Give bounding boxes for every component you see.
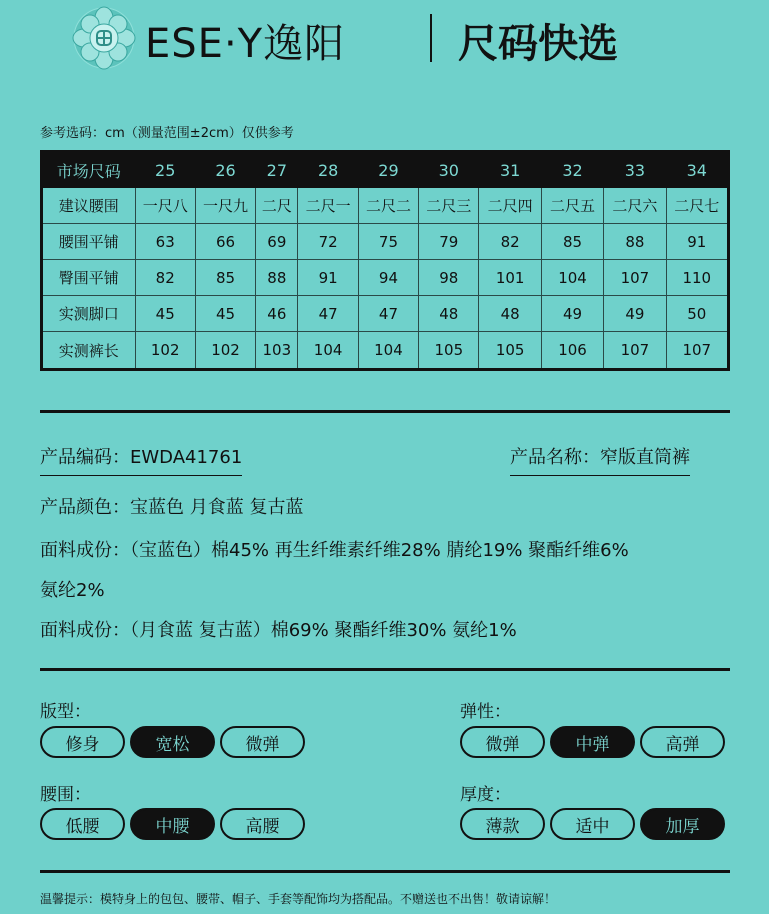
table-cell: 二尺七 [666,188,728,224]
table-cell: 107 [604,260,666,296]
table-header-cell: 28 [298,152,358,188]
table-cell: 110 [666,260,728,296]
table-cell: 二尺六 [604,188,666,224]
table-cell: 106 [541,332,603,370]
table-cell: 102 [135,332,195,370]
table-cell: 69 [256,224,298,260]
table-row [42,188,729,224]
table-header-cell: 31 [479,152,541,188]
table-header-cell: 市场尺码 [42,152,136,188]
table-header-cell: 33 [604,152,666,188]
table-header-cell: 26 [195,152,255,188]
table-row [42,224,729,260]
table-row [42,332,729,370]
fabric-composition-1-continued: 氨纶2% [40,580,105,601]
row-label: 腰围平铺 [42,224,136,260]
table-cell: 47 [298,296,358,332]
table-cell: 105 [419,332,479,370]
table-cell: 82 [135,260,195,296]
table-header-row [42,152,729,188]
table-cell: 102 [195,332,255,370]
table-cell: 二尺 [256,188,298,224]
fabric-composition-2: 面料成份：（月食蓝 复古蓝）棉69% 聚酯纤维30% 氨纶1% [40,620,517,641]
elasticity-option-slight: 微弹 [460,726,545,758]
table-cell: 49 [604,296,666,332]
elasticity-label: 弹性： [460,702,511,722]
product-code: 产品编码：EWDA41761 [40,443,242,476]
size-reference-note: 参考选码：cm（测量范围±2cm）仅供参考 [40,126,294,141]
row-label: 建议腰围 [42,188,136,224]
table-header-cell: 32 [541,152,603,188]
brand-logotype: ESE·Y逸阳 [145,21,346,67]
elasticity-option-medium-selected: 中弹 [550,726,635,758]
table-cell: 98 [419,260,479,296]
table-cell: 50 [666,296,728,332]
table-cell: 二尺三 [419,188,479,224]
table-cell: 49 [541,296,603,332]
thickness-option-medium: 适中 [550,808,635,840]
row-label: 实测脚口 [42,296,136,332]
table-cell: 107 [666,332,728,370]
section-divider [40,410,730,413]
table-cell: 63 [135,224,195,260]
table-header-cell: 30 [419,152,479,188]
table-cell: 88 [256,260,298,296]
table-cell: 二尺二 [358,188,418,224]
table-cell: 105 [479,332,541,370]
table-cell: 45 [195,296,255,332]
table-cell: 85 [541,224,603,260]
table-cell: 101 [479,260,541,296]
table-header-cell: 34 [666,152,728,188]
table-cell: 66 [195,224,255,260]
fit-label: 版型： [40,702,91,722]
table-header-cell: 25 [135,152,195,188]
page-title: 尺码快选 [458,21,618,67]
section-divider [40,668,730,671]
table-cell: 72 [298,224,358,260]
section-divider [40,870,730,873]
flower-logo-icon [72,6,136,70]
table-cell: 85 [195,260,255,296]
fabric-composition-1: 面料成份：（宝蓝色）棉45% 再生纤维素纤维28% 腈纶19% 聚酯纤维6% [40,540,629,561]
table-cell: 104 [298,332,358,370]
table-cell: 82 [479,224,541,260]
fit-option-loose-selected: 宽松 [130,726,215,758]
size-chart-table [40,150,730,371]
waist-option-high: 高腰 [220,808,305,840]
header-divider [430,14,432,62]
table-cell: 二尺一 [298,188,358,224]
thickness-option-thin: 薄款 [460,808,545,840]
fit-option-slight-stretch: 微弹 [220,726,305,758]
waist-option-mid-selected: 中腰 [130,808,215,840]
table-cell: 91 [298,260,358,296]
fit-option-slim: 修身 [40,726,125,758]
table-row [42,296,729,332]
table-cell: 88 [604,224,666,260]
table-header-cell: 29 [358,152,418,188]
row-label: 实测裤长 [42,332,136,370]
table-cell: 75 [358,224,418,260]
table-cell: 46 [256,296,298,332]
table-cell: 104 [541,260,603,296]
thickness-option-thick-selected: 加厚 [640,808,725,840]
waist-label: 腰围： [40,785,91,805]
table-cell: 一尺八 [135,188,195,224]
table-cell: 一尺九 [195,188,255,224]
table-cell: 104 [358,332,418,370]
table-cell: 91 [666,224,728,260]
product-colors: 产品颜色：宝蓝色 月食蓝 复古蓝 [40,497,304,518]
waist-option-low: 低腰 [40,808,125,840]
elasticity-option-high: 高弹 [640,726,725,758]
table-cell: 79 [419,224,479,260]
table-cell: 48 [479,296,541,332]
header [0,0,769,80]
table-cell: 二尺五 [541,188,603,224]
table-cell: 48 [419,296,479,332]
table-header-cell: 27 [256,152,298,188]
table-cell: 94 [358,260,418,296]
thickness-label: 厚度： [460,785,511,805]
table-cell: 45 [135,296,195,332]
row-label: 臀围平铺 [42,260,136,296]
table-cell: 107 [604,332,666,370]
table-cell: 二尺四 [479,188,541,224]
table-cell: 47 [358,296,418,332]
product-name: 产品名称：窄版直筒裤 [510,443,690,476]
footer-disclaimer: 温馨提示：模特身上的包包、腰带、帽子、手套等配饰均为搭配品。不赠送也不出售！敬请谅解！ [40,892,557,906]
table-row [42,260,729,296]
table-cell: 103 [256,332,298,370]
